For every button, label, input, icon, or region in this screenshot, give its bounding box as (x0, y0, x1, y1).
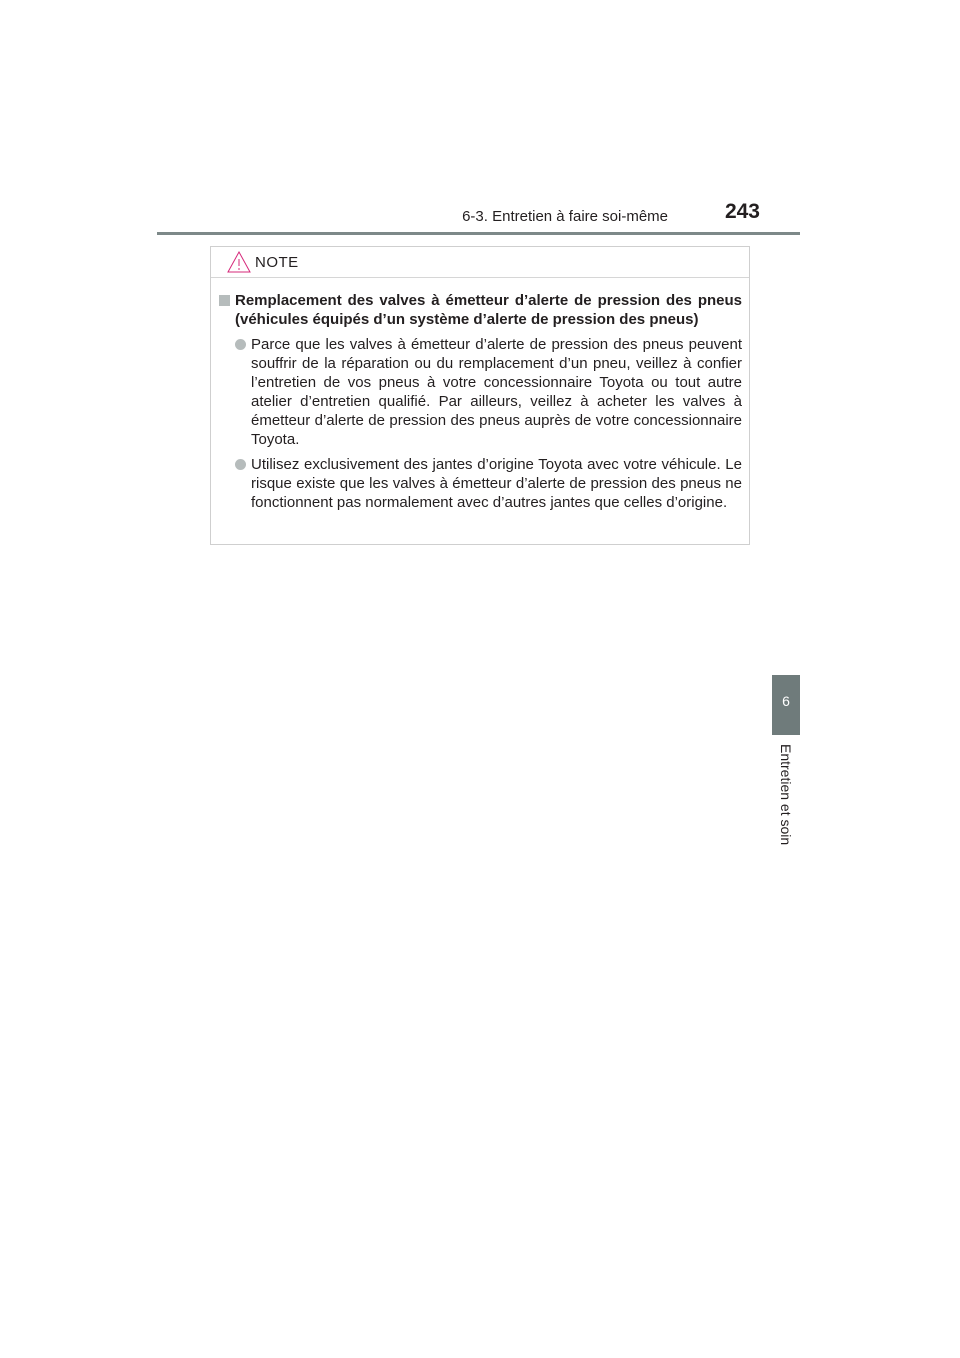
chapter-tab: 6 (772, 675, 800, 735)
circle-bullet-icon (235, 339, 246, 350)
warning-triangle-icon (227, 251, 251, 273)
note-body (211, 278, 749, 512)
header-divider (157, 232, 800, 235)
note-section-title (219, 291, 742, 329)
list-item-text: Parce que les valves à émetteur d’alerte de pression des pneus peuvent souffrir de la réparation ou du remplacement d’un pneu, veillez à confier l’entretien de vos pneus à votre concessionnaire Toyota ou tout autre atelier d’entretien qualifié. Par ailleurs, veillez à acheter les valves à émetteur d’alerte de pression des pneus auprès de votre concessionnaire Toyota. (251, 336, 742, 448)
list-item (219, 455, 742, 512)
page-number: 243 (724, 200, 760, 223)
chapter-title: Entretien et soin (778, 744, 794, 846)
list-item-text: Utilisez exclusivement des jantes d’origine Toyota avec votre véhicule. Le risque existe que les valves à émetteur d’alerte de pression des pneus ne fonctionnent pas normalement avec d’autres jantes que celles d’origine. (251, 456, 742, 511)
circle-bullet-icon (235, 459, 246, 470)
section-header: 6-3. Entretien à faire soi-même (462, 208, 668, 225)
note-label: NOTE (255, 254, 299, 271)
square-bullet-icon (219, 295, 230, 306)
list-item (219, 335, 742, 449)
note-header (211, 247, 749, 278)
note-box (210, 246, 750, 545)
section-title-text: Remplacement des valves à émetteur d’alerte de pression des pneus (véhicules équipés d’un système d’alerte de pression des pneus) (235, 292, 742, 328)
